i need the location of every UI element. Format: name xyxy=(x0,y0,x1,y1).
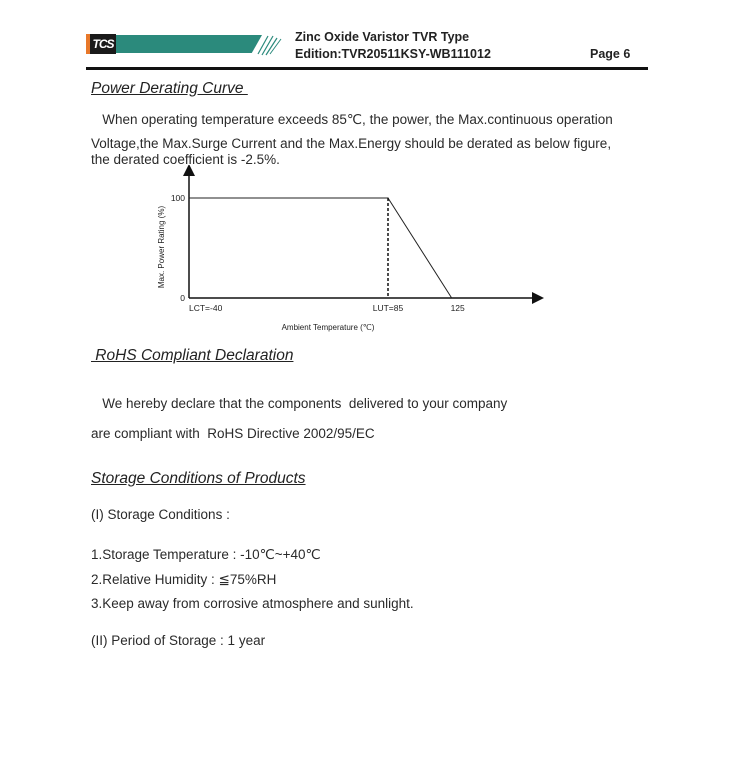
section-title-storage: Storage Conditions of Products xyxy=(91,470,306,487)
page-number: Page 6 xyxy=(590,47,631,61)
y-tick-label-100: 100 xyxy=(170,193,185,203)
document-edition: Edition:TVR20511KSY-WB111012 xyxy=(295,47,491,61)
storage-period: (II) Period of Storage : 1 year xyxy=(91,633,266,648)
logo-mark: TCS xyxy=(90,34,116,54)
company-logo xyxy=(86,34,286,54)
y-axis-label: Max. Power Rating (%) xyxy=(157,205,166,289)
storage-item: 1.Storage Temperature : -10℃~+40℃ xyxy=(91,547,321,562)
document-title: Zinc Oxide Varistor TVR Type xyxy=(295,30,470,44)
paragraph-line: Voltage,the Max.Surge Current and the Max.Energy should be derated as below figure, xyxy=(91,136,612,151)
x-tick-label-lut: LUT=85 xyxy=(372,303,404,313)
section-title-power-derating: Power Derating Curve xyxy=(91,80,248,97)
x-tick-label-125: 125 xyxy=(450,303,465,313)
logo-slash-marks xyxy=(256,34,286,56)
storage-item: 3.Keep away from corrosive atmosphere and sunlight. xyxy=(91,596,414,611)
logo-teal-bar xyxy=(116,35,262,53)
data-point xyxy=(451,297,452,298)
header-divider xyxy=(86,67,648,70)
paragraph-line: the derated coefficient is -2.5%. xyxy=(91,152,280,167)
x-axis-label: Ambient Temperature (℃) xyxy=(281,323,375,332)
x-tick-label-lct: LCT=-40 xyxy=(189,303,223,313)
data-point xyxy=(188,197,189,198)
power-derating-chart xyxy=(150,165,550,340)
data-point xyxy=(387,197,388,198)
paragraph-line: We hereby declare that the components delivered to your company xyxy=(91,396,508,411)
paragraph-line: When operating temperature exceeds 85℃, the power, the Max.continuous operation xyxy=(91,112,613,127)
paragraph-line: are compliant with RoHS Directive 2002/95/EC xyxy=(91,426,375,441)
storage-subheading: (I) Storage Conditions : xyxy=(91,507,230,522)
derating-curve-line xyxy=(189,198,452,298)
storage-item: 2.Relative Humidity : ≦75%RH xyxy=(91,572,277,587)
y-tick-label-0: 0 xyxy=(180,293,185,303)
section-title-rohs: RoHS Compliant Declaration xyxy=(91,347,294,364)
